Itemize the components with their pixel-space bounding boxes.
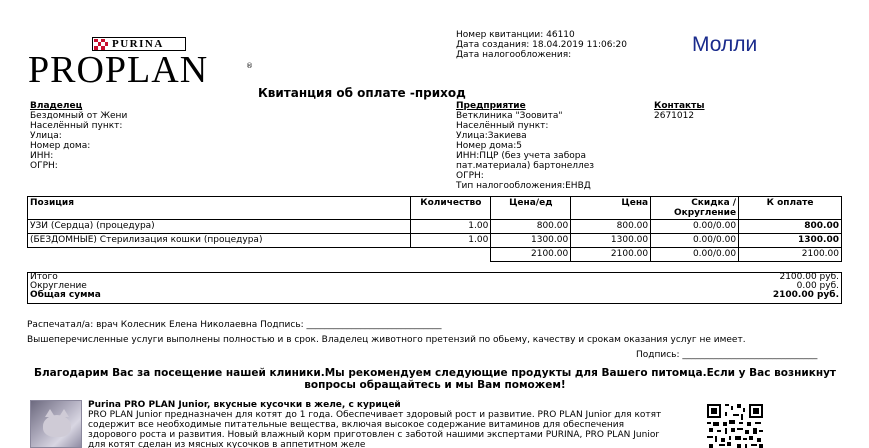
- company-line: Ветклиника "Зоовита": [456, 111, 563, 121]
- cell: 2100.00: [571, 248, 651, 262]
- table-header-row: [28, 197, 842, 220]
- product-desc: PRO PLAN Junior предназначен для котят до 1 года. Обеспечивает здоровый рост и развитие. PRO PLAN Junior для котят: [88, 410, 662, 420]
- cell: 800.00: [571, 220, 651, 234]
- cell: 1.00: [411, 234, 491, 248]
- owner-section: [30, 101, 127, 171]
- company-line: Населённый пункт:: [456, 121, 549, 131]
- product-image: [30, 400, 82, 448]
- receipt-created: Дата создания: 18.04.2019 11:06:20: [456, 40, 627, 50]
- owner-line: Бездомный от Жени: [30, 111, 128, 121]
- contacts-heading: Контакты: [654, 101, 705, 111]
- cell: 0.00/0.00: [651, 248, 739, 262]
- pet-name: Молли: [692, 33, 758, 56]
- owner-line: Улица:: [30, 131, 62, 141]
- company-line: пат.материала) бартонеллез: [456, 161, 595, 171]
- itogo-row: Итого 2100.00 руб.: [30, 272, 839, 282]
- owner-signature: Подпись: ______________________________: [636, 350, 818, 360]
- cell: 800.00: [739, 220, 842, 234]
- kitten-icon: [43, 415, 71, 437]
- cell: 1300.00: [739, 234, 842, 248]
- receipt-number: Номер квитанции: 46110: [456, 30, 575, 40]
- table-row: [28, 220, 842, 234]
- col-price: Цена: [571, 197, 651, 220]
- services-statement: Вышеперечисленные услуги выполнены полностью и в срок. Владелец животного претензий по обьему, качеству и срокам оказания услуг не имеет.: [27, 335, 746, 345]
- owner-heading: Владелец: [30, 101, 83, 111]
- product-desc: здорового роста и развития. Новый влажный корм приготовлен с заботой нашими экспертами PURINA, PRO PLAN Junior: [88, 430, 660, 440]
- company-line: ИНН:ПЦР (без учета забора: [456, 151, 586, 161]
- totals-box: [27, 272, 842, 304]
- rounding-row: Округление 0.00 руб.: [30, 281, 839, 291]
- total-row: Общая сумма 2100.00 руб.: [30, 290, 839, 300]
- cell: 0.00/0.00: [651, 234, 739, 248]
- col-unit-price: Цена/ед: [491, 197, 571, 220]
- company-heading: Предприятие: [456, 101, 526, 111]
- col-to-pay: К оплате: [739, 197, 842, 220]
- page-title: Квитанция об оплате -приход: [258, 86, 466, 100]
- col-discount: Скидка / Округление: [651, 197, 739, 220]
- product-desc: для котят сделан из мясных кусочков в аппетитном желе: [88, 440, 366, 448]
- table-row: [28, 234, 842, 248]
- cell: (БЕЗДОМНЫЕ) Стерилизация кошки (процедура): [28, 234, 411, 248]
- cell: 2100.00: [491, 248, 571, 262]
- receipt-tax-date: Дата налогообложения:: [456, 50, 572, 60]
- items-table: [27, 196, 842, 262]
- proplan-logo: [28, 33, 256, 89]
- cell: 2100.00: [739, 248, 842, 262]
- purina-brand: PURINA: [112, 38, 164, 50]
- qr-code-icon: [707, 404, 763, 448]
- owner-line: Населённый пункт:: [30, 121, 123, 131]
- printed-by: Распечатал/а: врач Колесник Елена Николаевна Подпись: ______________________________: [27, 320, 442, 330]
- thanks-message: Благодарим Вас за посещение нашей клиники.Мы рекомендуем следующие продукты для Вашего питомца.Если у Вас возникнут вопросы обращайтесь и мы Вам поможем!: [33, 367, 837, 391]
- trademark: ®: [246, 62, 253, 70]
- cell: 800.00: [491, 220, 571, 234]
- checkerboard-icon: [94, 39, 108, 50]
- owner-line: ИНН:: [30, 151, 54, 161]
- contacts-phone: 2671012: [654, 111, 695, 121]
- col-quantity: Количество: [411, 197, 491, 220]
- company-line: ОГРН:: [456, 171, 484, 181]
- cell: 1.00: [411, 220, 491, 234]
- product-recommendation: [88, 400, 668, 448]
- receipt-meta: [456, 30, 627, 60]
- cell: 0.00/0.00: [651, 220, 739, 234]
- product-title: Purina PRO PLAN Junior, вкусные кусочки в желе, с курицей: [88, 400, 401, 410]
- proplan-wordmark: PROPLAN: [28, 49, 209, 91]
- company-line: Номер дома:5: [456, 141, 522, 151]
- col-position: Позиция: [28, 197, 411, 220]
- contacts-section: [654, 101, 705, 121]
- owner-line: ОГРН:: [30, 161, 58, 171]
- company-line: Улица:Закиева: [456, 131, 527, 141]
- owner-line: Номер дома:: [30, 141, 91, 151]
- cell: 1300.00: [491, 234, 571, 248]
- cell: 1300.00: [571, 234, 651, 248]
- cell: УЗИ (Сердца) (процедура): [28, 220, 411, 234]
- product-desc: содержит все необходимые питательные вещества, включая высокое содержание витаминов для обеспечения: [88, 420, 625, 430]
- table-sum-row: [28, 248, 842, 262]
- company-section: [456, 101, 626, 191]
- company-line: Тип налогообложения:ЕНВД: [456, 181, 591, 191]
